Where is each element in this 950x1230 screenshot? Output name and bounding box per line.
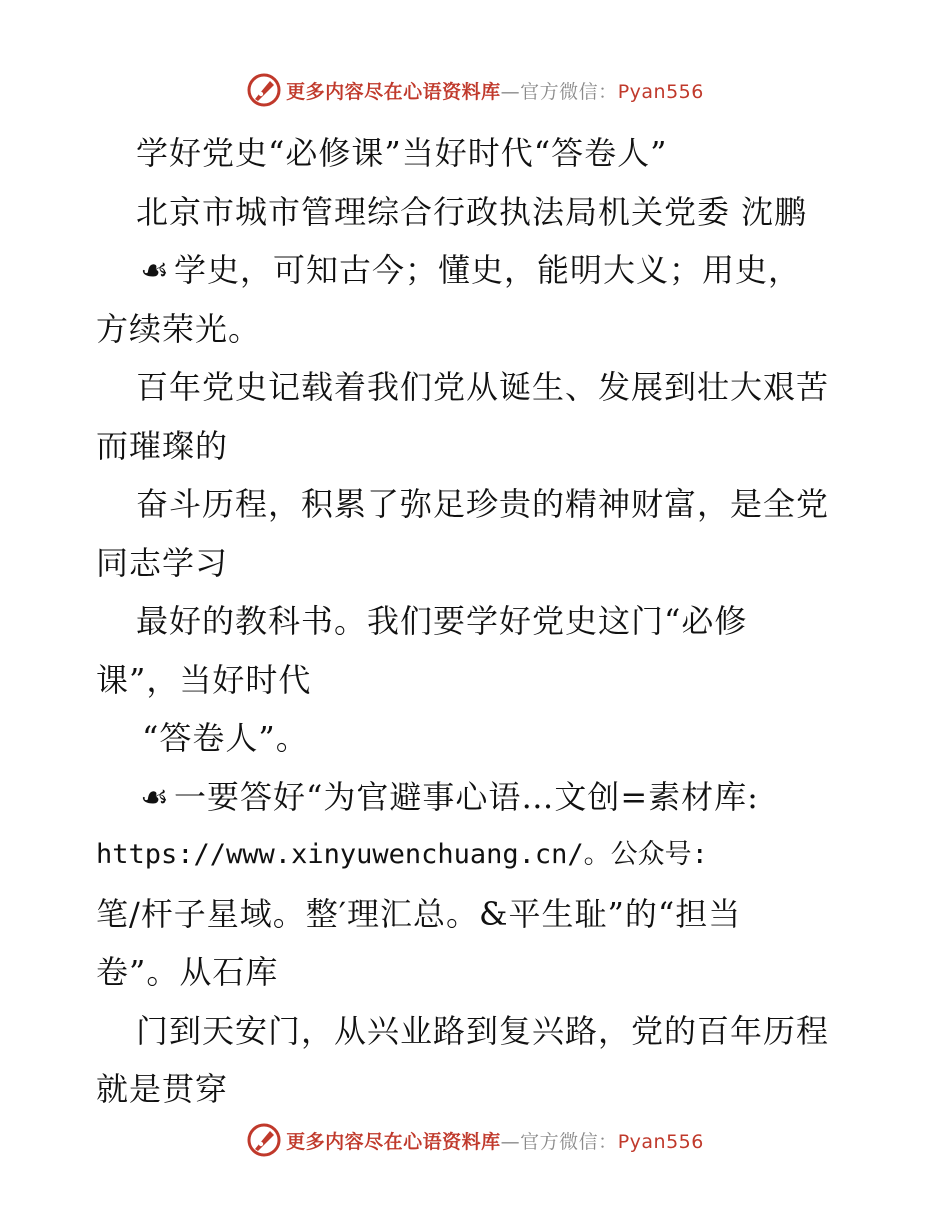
banner-dash: — [500, 1130, 521, 1153]
paragraph-text: 学史，可知古今；懂史，能明大义；用史， [174, 251, 802, 289]
banner-text: 更多内容尽在心语资料库 [286, 80, 501, 103]
document-title: 学好党史“必修课”当好时代“答卷人” [136, 134, 668, 172]
banner-dash: — [500, 80, 521, 103]
paragraph-line: 方续荣光。 [96, 309, 262, 348]
paragraph-line: 而璀璨的 [96, 426, 229, 465]
paragraph-text: 一要答好“为官避事心语…文创=素材库: [174, 777, 759, 816]
paragraph-line: 笔/杆子星域。整′理汇总。&平生耻”的“担当 [96, 894, 742, 933]
fleuron-bullet-icon: ☙ [140, 251, 170, 289]
document-body [96, 124, 856, 1119]
paragraph-line: 卷”。从石库 [96, 953, 279, 991]
banner-wechat-id: Pyan556 [617, 80, 704, 103]
document-author: 北京市城市管理综合行政执法局机关党委 沈鹏 [136, 192, 808, 231]
pen-nib-logo-icon [246, 1122, 282, 1158]
paragraph-line: 百年党史记载着我们党从诞生、发展到壮大艰苦 [136, 368, 830, 406]
header-banner [0, 70, 950, 110]
footer-banner [0, 1120, 950, 1160]
paragraph-line: 课”，当好时代 [96, 660, 312, 699]
banner-wechat-label: 官方微信： [520, 80, 618, 103]
paragraph-line-url: https://www.xinyuwenchuang.cn/。公众号: [96, 839, 708, 870]
paragraph-line: 最好的教科书。我们要学好党史这门“必修 [136, 602, 748, 640]
banner-wechat-id: Pyan556 [617, 1130, 704, 1153]
paragraph-line: “答卷人”。 [142, 719, 309, 757]
pen-nib-logo-icon [246, 72, 282, 108]
paragraph-line: 同志学习 [96, 543, 229, 582]
fleuron-bullet-icon: ☙ [140, 777, 170, 816]
banner-text: 更多内容尽在心语资料库 [286, 1130, 501, 1153]
banner-wechat-label: 官方微信： [520, 1130, 618, 1153]
paragraph-line: 门到天安门，从兴业路到复兴路，党的百年历程 [136, 1011, 830, 1050]
paragraph-line: 奋斗历程，积累了弥足珍贵的精神财富，是全党 [136, 485, 830, 523]
paragraph-line: 就是贯穿 [96, 1070, 229, 1108]
paragraph-line [96, 241, 856, 300]
paragraph-line [96, 768, 856, 827]
